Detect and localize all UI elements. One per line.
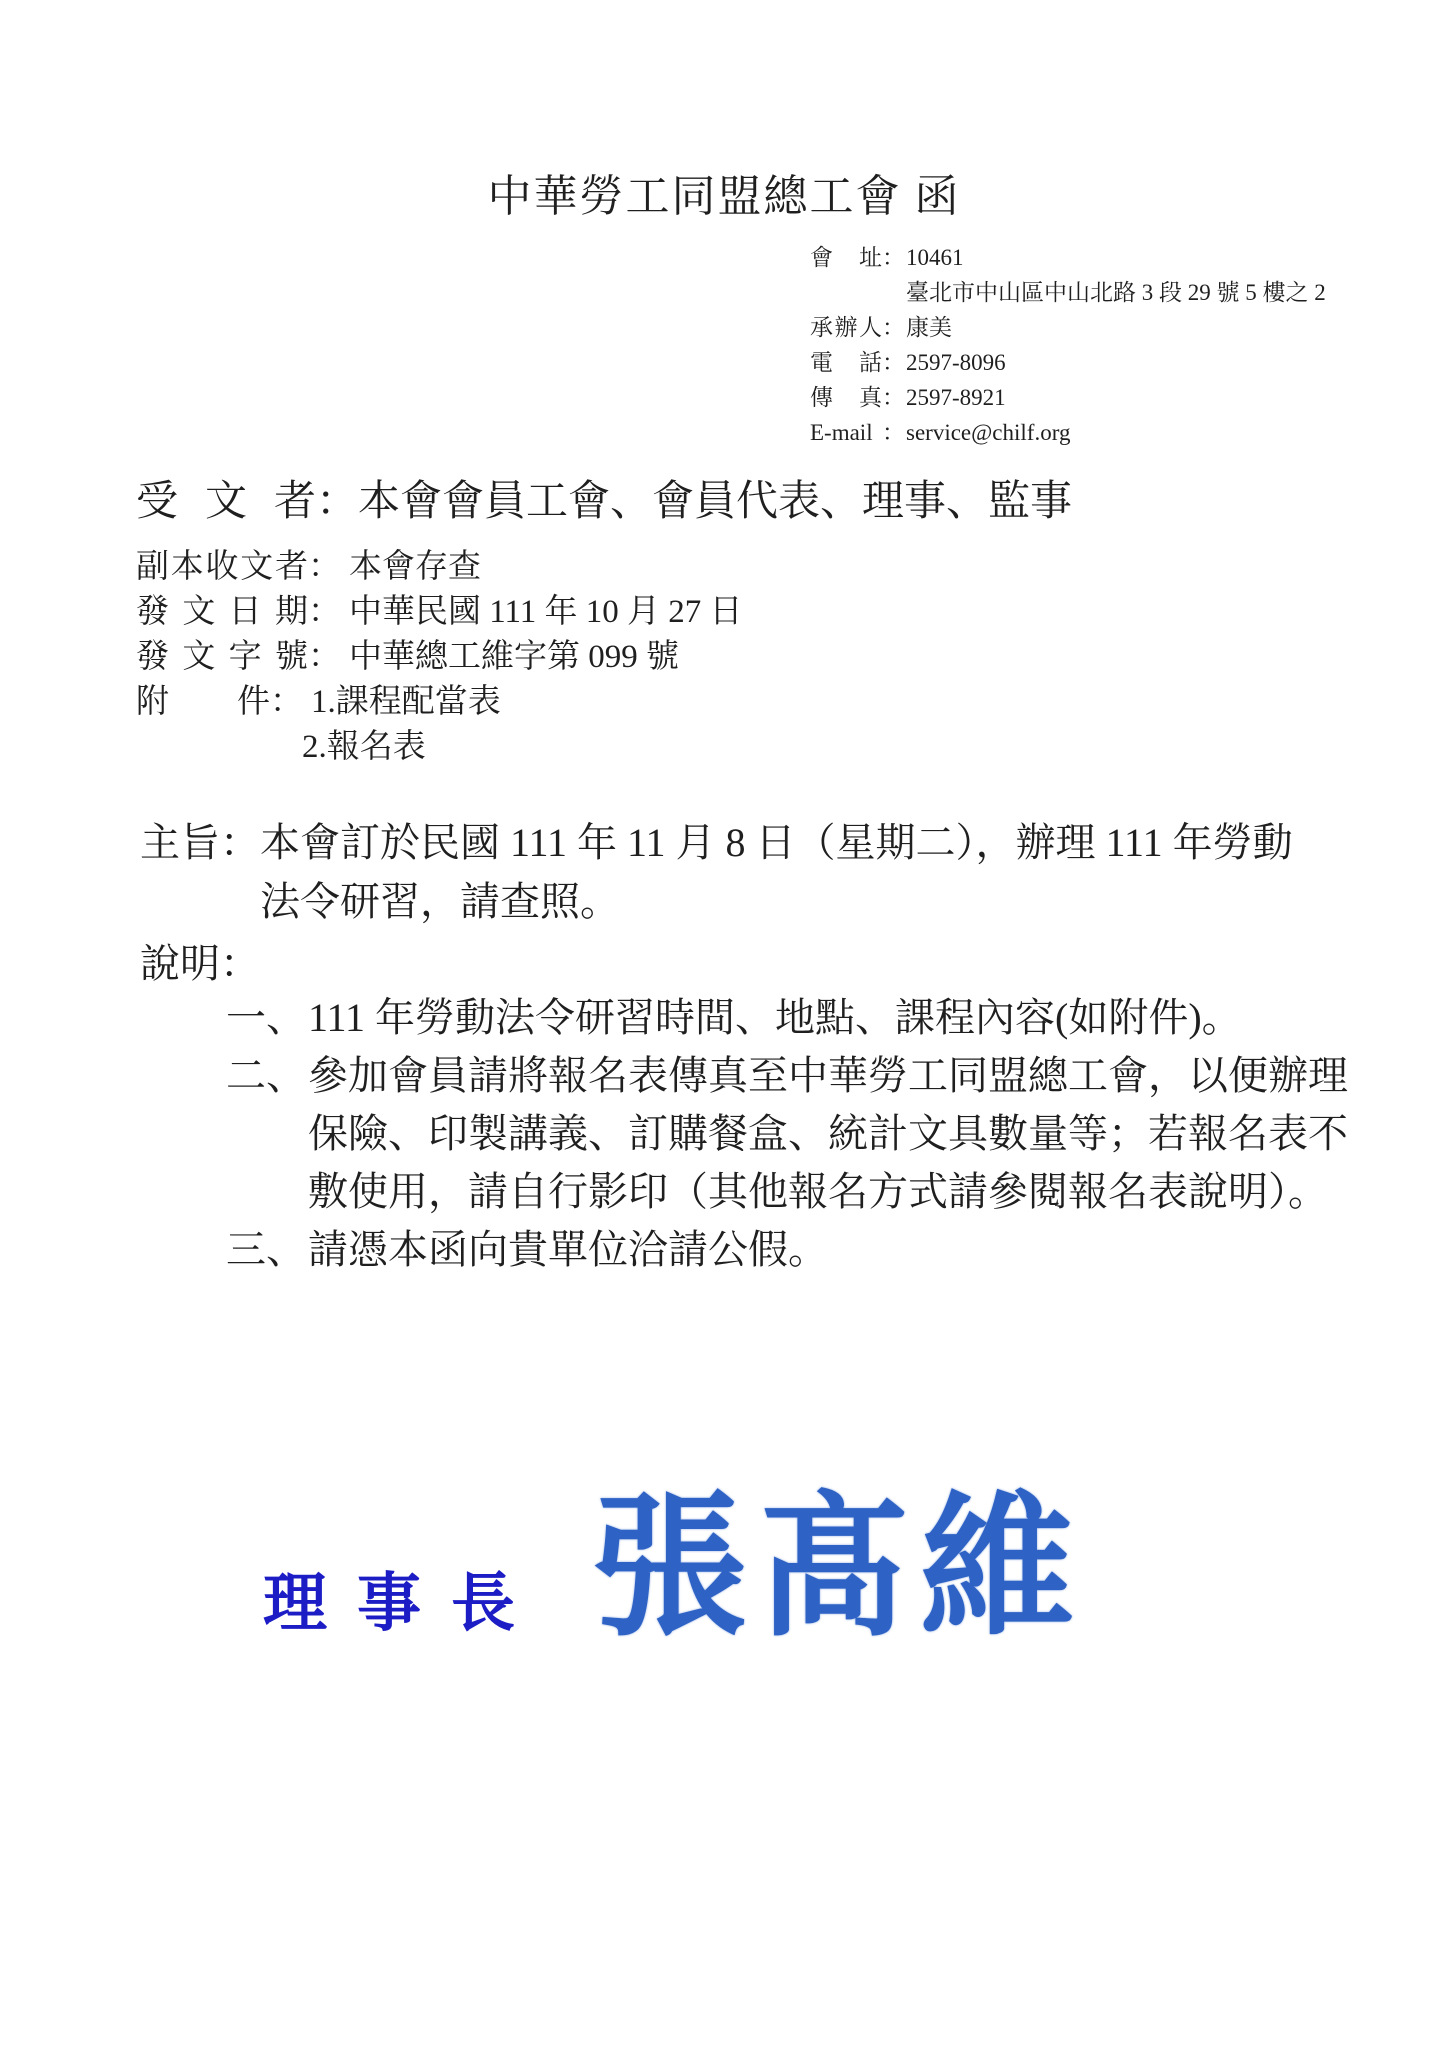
explanation-item-2 xyxy=(226,1047,1348,1221)
org-email-label: E-mail xyxy=(810,420,873,445)
copy-recipient-label: 副本收文者 xyxy=(136,549,308,585)
explanation-item-1 xyxy=(226,989,1348,1047)
reference-number-label: 發文字號 xyxy=(136,639,308,675)
item-text xyxy=(308,989,1242,1047)
org-email-address: service@chilf.org xyxy=(906,420,1071,445)
org-address-row xyxy=(810,240,1326,275)
org-fax-row xyxy=(810,380,1326,415)
subject-line: 本會訂於民國 111 年 11 月 8 日（星期二），辦理 111 年勞動 xyxy=(260,820,1293,865)
org-phone-row xyxy=(810,345,1326,380)
item-line: 請憑本函向貴單位洽請公假。 xyxy=(308,1227,828,1272)
chairman-name-stamp: 張髙維 xyxy=(592,1483,1084,1655)
explanation-item-3 xyxy=(226,1221,1348,1279)
org-address-line2-row xyxy=(810,275,1326,310)
org-fax-number: 2597-8921 xyxy=(906,385,1006,410)
subject-colon: ： xyxy=(220,820,260,865)
org-phone-colon: ： xyxy=(882,350,905,375)
reference-number-colon: ： xyxy=(308,639,341,675)
explanation-label: 說明 xyxy=(140,941,220,986)
org-contact-name: 康美 xyxy=(906,315,952,340)
issue-date-colon: ： xyxy=(308,594,341,630)
recipient-colon: ： xyxy=(316,479,359,525)
org-fax-label: 傳 真 xyxy=(810,385,882,410)
attachment-row xyxy=(136,680,743,725)
explanation-items xyxy=(226,989,1348,1279)
subject-text xyxy=(260,813,1293,931)
attachment-item-2: 2.報名表 xyxy=(302,729,426,765)
signature-title: 理事長 xyxy=(263,1568,545,1639)
org-street-address: 臺北市中山區中山北路 3 段 29 號 5 樓之 2 xyxy=(906,280,1326,305)
org-email-colon: ： xyxy=(882,420,905,445)
attachment-row-2 xyxy=(136,725,743,770)
attachment-colon: ： xyxy=(270,684,303,720)
item-line: 111 年勞動法令研習時間、地點、課程內容(如附件)。 xyxy=(308,995,1242,1040)
copy-recipient-value: 本會存查 xyxy=(349,549,481,585)
org-phone-number: 2597-8096 xyxy=(906,350,1006,375)
org-info-block xyxy=(810,240,1326,450)
attachment-item-1: 1.課程配當表 xyxy=(311,684,501,720)
org-contact-row xyxy=(810,310,1326,345)
org-contact-label: 承辦人 xyxy=(810,315,882,340)
subject-line: 法令研習，請查照。 xyxy=(260,879,620,924)
org-contact-colon: ： xyxy=(882,315,905,340)
explanation-section-label xyxy=(140,932,260,989)
meta-block xyxy=(136,545,743,770)
org-address-label: 會 址 xyxy=(810,245,882,270)
item-text xyxy=(308,1221,828,1279)
org-fax-colon: ： xyxy=(882,385,905,410)
issue-date-label: 發文日期 xyxy=(136,594,308,630)
item-line: 參加會員請將報名表傳真至中華勞工同盟總工會，以便辦理 xyxy=(308,1053,1348,1098)
subject-section xyxy=(140,813,1293,931)
org-address-colon: ： xyxy=(882,245,905,270)
item-number: 三、 xyxy=(226,1227,306,1272)
reference-number-row xyxy=(136,635,743,680)
item-line: 保險、印製講義、訂購餐盒、統計文具數量等；若報名表不 xyxy=(308,1111,1348,1156)
item-number: 一、 xyxy=(226,995,306,1040)
org-phone-label: 電 話 xyxy=(810,350,882,375)
org-email-row xyxy=(810,415,1326,450)
recipient-label: 受文者 xyxy=(136,479,316,525)
subject-label: 主旨 xyxy=(140,820,220,865)
attachment-label: 附 件 xyxy=(136,684,270,720)
issue-date-row xyxy=(136,590,743,635)
item-number: 二、 xyxy=(226,1053,306,1098)
document-title: 中華勞工同盟總工會 函 xyxy=(487,172,961,221)
copy-recipient-colon: ： xyxy=(308,549,341,585)
explanation-colon: ： xyxy=(220,941,260,986)
recipient-row xyxy=(136,468,1072,528)
reference-number-value: 中華總工維字第 099 號 xyxy=(349,639,679,675)
item-line: 敷使用，請自行影印（其他報名方式請參閱報名表說明）。 xyxy=(308,1169,1328,1214)
issue-date-value: 中華民國 111 年 10 月 27 日 xyxy=(349,594,743,630)
recipient-value: 本會會員工會、會員代表、理事、監事 xyxy=(358,479,1073,525)
org-postal-code: 10461 xyxy=(906,245,964,270)
item-text xyxy=(308,1047,1348,1221)
copy-recipient-row xyxy=(136,545,743,590)
